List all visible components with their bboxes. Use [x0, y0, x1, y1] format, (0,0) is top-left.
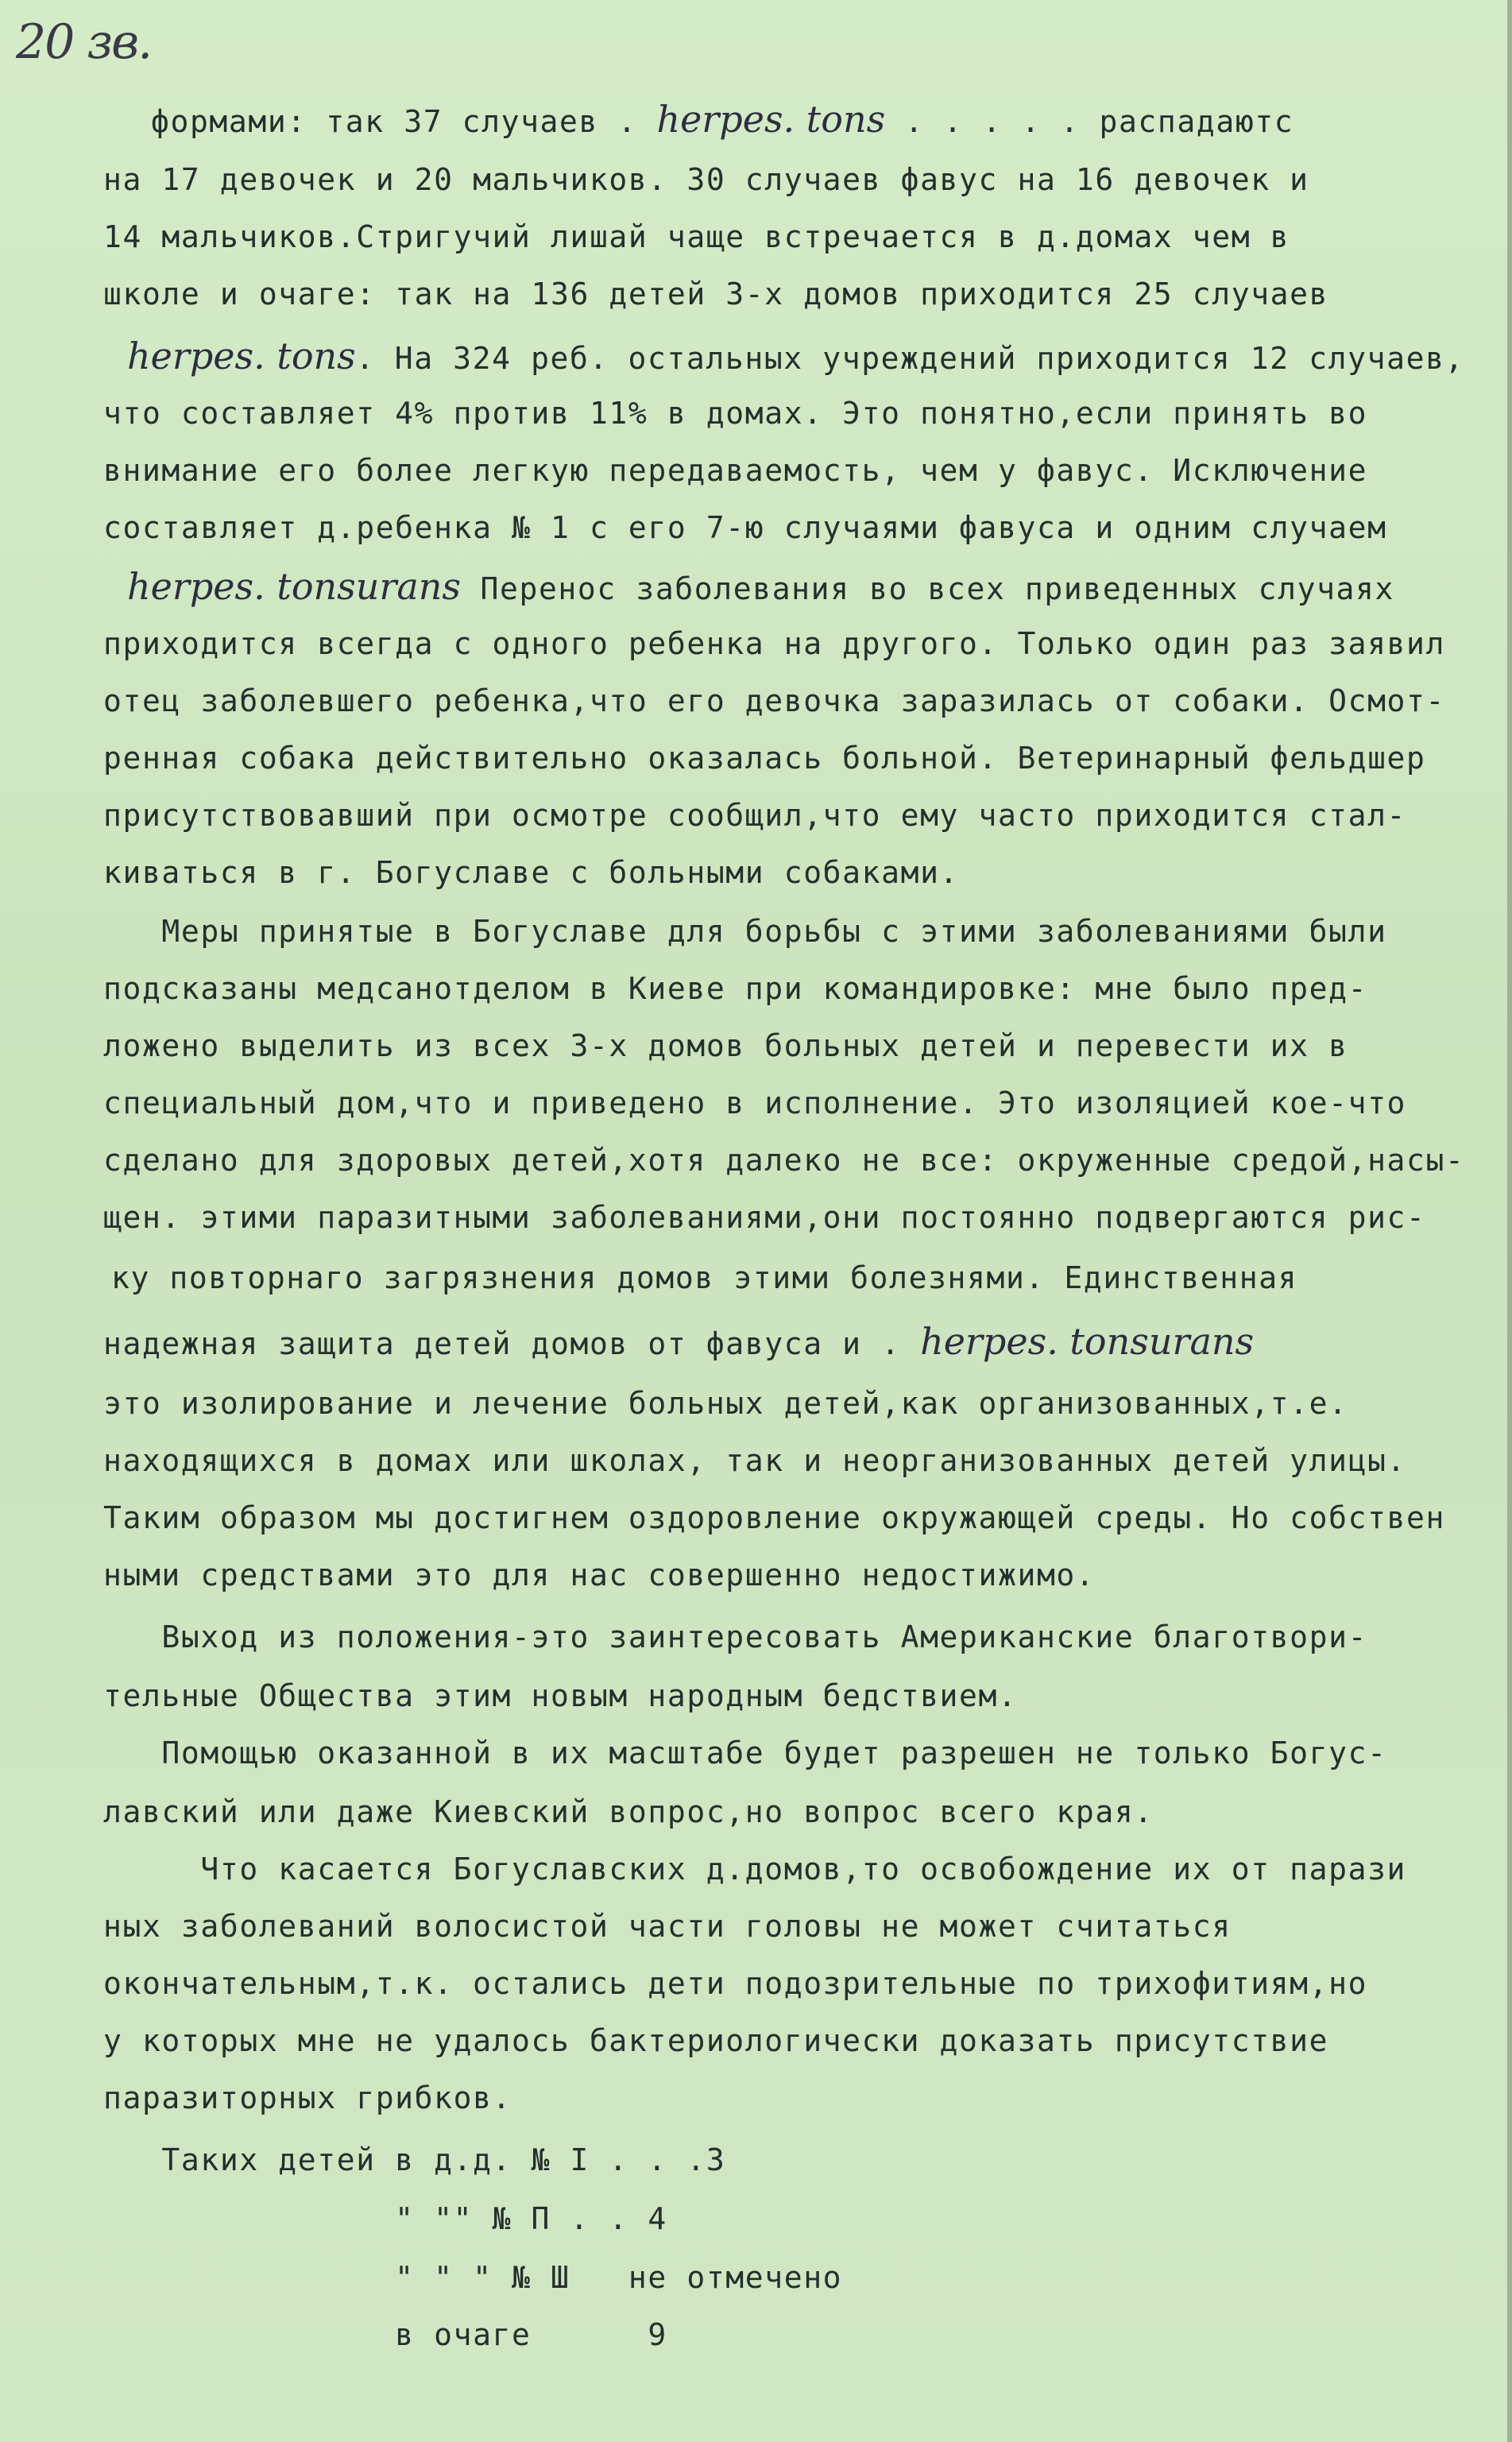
text-line	[111, 1254, 1297, 1302]
typed-text: лавский или даже Киевский вопрос,но вопрос всего края.	[103, 1794, 1154, 1829]
folio-mark: 20 зв.	[16, 14, 152, 70]
typed-text: надежная защита детей домов от фавуса и .	[103, 1326, 921, 1361]
text-line	[103, 1318, 1254, 1365]
text-line	[103, 1194, 1426, 1241]
text-line	[103, 677, 1445, 725]
text-line	[103, 156, 1309, 203]
text-line	[103, 1494, 1445, 1542]
text-line	[103, 2195, 667, 2243]
typed-text: паразиторных грибков.	[103, 2080, 512, 2115]
typed-text: специальный дом,что и приведено в исполнение. Это изоляцией кое-что	[103, 1086, 1407, 1120]
text-line	[103, 734, 1426, 782]
text-line	[103, 1613, 1367, 1661]
text-line	[103, 1845, 1406, 1893]
typed-text: на 17 девочек и 20 мальчиков. 30 случаев фавус на 16 девочек и	[103, 162, 1309, 197]
typed-text: Выход из положения-это заинтересовать Американские благотвори-	[103, 1620, 1368, 1654]
typed-text: присутствовавший при осмотре сообщил,что ему часто приходится стал-	[103, 798, 1407, 833]
page-edge	[1507, 0, 1512, 2442]
typed-text: у которых мне не удалось бактериологически доказать присутствие	[103, 2023, 1329, 2058]
typed-text: Меры принятые в Богуславе для борьбы с этими заболеваниями были	[103, 914, 1387, 949]
typed-text: составляет д.ребенка № 1 с его 7-ю случаями фавуса и одним случаем	[103, 510, 1387, 545]
typed-text: подсказаны медсанотделом в Киеве при командировке: мне было пред-	[103, 971, 1368, 1006]
handwritten-term: herpes. tons	[656, 98, 886, 141]
text-line	[103, 1136, 1464, 1184]
text-line	[103, 965, 1367, 1012]
typed-text: внимание его более легкую передаваемость, чем у фавус. Исключение	[103, 453, 1368, 488]
text-line	[103, 1079, 1406, 1127]
typed-text: ных заболеваний волосистой части головы не может считаться	[103, 1909, 1232, 1944]
typed-text: " "" № П . . 4	[103, 2201, 667, 2236]
typed-text: . На 324 реб. остальных учреждений приходится 12 случаев,	[355, 341, 1465, 376]
text-line	[103, 1788, 1154, 1836]
text-line	[103, 2254, 842, 2301]
typed-text: отец заболевшего ребенка,что его девочка заразилась от собаки. Осмот-	[103, 683, 1445, 718]
typed-text: школе и очаге: так на 136 детей 3-х домов приходится 25 случаев	[103, 277, 1329, 312]
typed-text: Что касается Богуславских д.домов,то освобождение их от парази	[103, 1852, 1407, 1887]
typed-text: щен. этими паразитными заболеваниями,они постоянно подвергаются рис-	[103, 1200, 1426, 1235]
text-line	[151, 95, 1294, 143]
typed-text: формами: так 37 случаев .	[151, 104, 657, 139]
text-line	[103, 1437, 1406, 1484]
text-line	[103, 849, 959, 896]
text-line	[103, 504, 1387, 551]
typed-text: это изолирование и лечение больных детей,как организованных,т.е.	[103, 1386, 1348, 1421]
text-line	[103, 1380, 1348, 1427]
text-line	[103, 2017, 1328, 2065]
text-line	[103, 2074, 512, 2122]
typed-text: киваться в г. Богуславе с больными собаками.	[103, 855, 960, 890]
typed-text: окончательным,т.к. остались дети подозрительные по трихофитиям,но	[103, 1966, 1368, 2001]
typed-text: Таких детей в д.д. № I . . .3	[103, 2142, 726, 2177]
text-line	[103, 447, 1367, 494]
text-line	[103, 908, 1387, 955]
text-line	[103, 791, 1406, 839]
text-line	[103, 213, 1290, 261]
typed-text: Таким образом мы достигнем оздоровление окружающей среды. Но собствен	[103, 1500, 1445, 1535]
typed-text: 14 мальчиков.Стригучий лишай чаще встречается в д.домах чем в	[103, 219, 1290, 254]
typed-text: Помощью оказанной в их масштабе будет разрешен не только Богус-	[103, 1736, 1387, 1771]
text-line	[103, 1672, 1017, 1720]
typed-text: ными средствами это для нас совершенно недостижимо.	[103, 1558, 1096, 1593]
handwritten-term: herpes. tons	[127, 335, 356, 377]
typed-text: Перенос заболевания во всех приведенных случаях	[461, 571, 1394, 606]
text-line	[103, 1551, 1095, 1599]
text-line	[103, 2136, 725, 2184]
typed-text: ку повторнаго загрязнения домов этими болезнями. Единственная	[111, 1260, 1298, 1295]
text-line	[103, 1729, 1387, 1777]
text-line	[103, 1960, 1367, 2007]
text-line	[127, 563, 1394, 610]
text-line	[103, 620, 1445, 668]
typed-text: ренная собака действительно оказалась больной. Ветеринарный фельдшер	[103, 741, 1426, 776]
text-line	[127, 332, 1464, 380]
typed-text: в очаге 9	[103, 2317, 667, 2352]
text-line	[103, 2311, 667, 2359]
text-line	[103, 270, 1328, 318]
text-line	[103, 1902, 1232, 1950]
typed-text: сделано для здоровых детей,хотя далеко не все: окруженные средой,насы-	[103, 1143, 1465, 1178]
typed-text: ложено выделить из всех 3-х домов больных детей и перевести их в	[103, 1028, 1348, 1063]
typed-text: тельные Общества этим новым народным бедствием.	[103, 1678, 1018, 1713]
typed-text: . . . . . распадаютс	[885, 104, 1294, 139]
typed-text: " " " № Ш не отмечено	[103, 2260, 843, 2295]
text-line	[103, 1022, 1348, 1070]
typed-text: находящихся в домах или школах, так и неорганизованных детей улицы.	[103, 1443, 1407, 1478]
typed-text: приходится всегда с одного ребенка на другого. Только один раз заявил	[103, 626, 1445, 661]
typed-text: что составляет 4% против 11% в домах. Это понятно,если принять во	[103, 396, 1368, 431]
handwritten-term: herpes. tonsurans	[920, 1320, 1255, 1363]
handwritten-term: herpes. tonsurans	[127, 565, 462, 608]
text-line	[103, 389, 1367, 437]
